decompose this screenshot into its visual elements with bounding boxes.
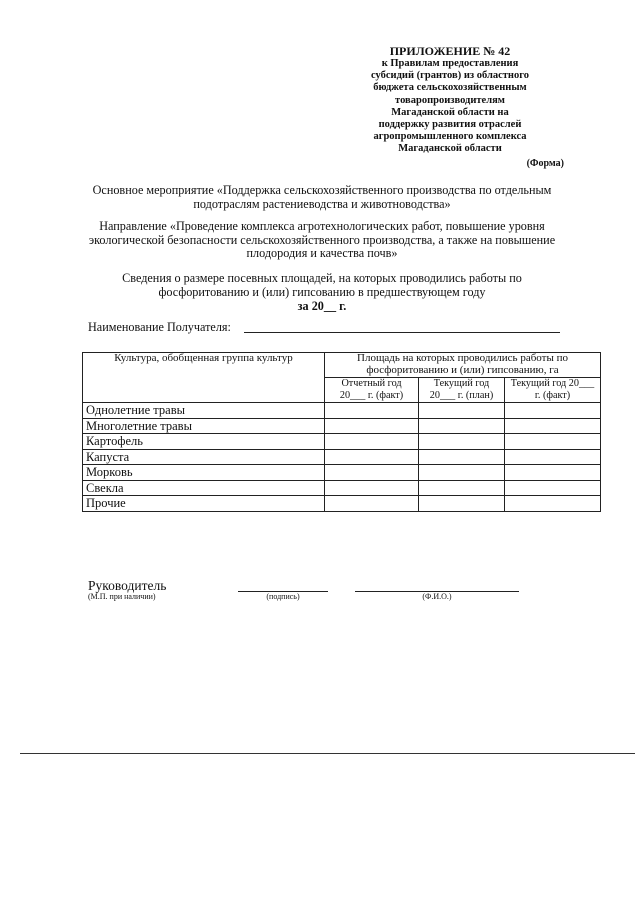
table-row [83,434,601,450]
table-cell[interactable] [325,449,419,465]
row-label: Картофель [83,434,325,450]
row-label: Многолетние травы [83,418,325,434]
table-cell[interactable] [419,480,505,496]
table-row [83,418,601,434]
table-row [83,480,601,496]
table-cell[interactable] [505,434,601,450]
appendix-line: агропромышленного комплекса [373,131,527,143]
table-cell[interactable] [325,480,419,496]
period-line: за 20__ г. [297,299,347,313]
info-paragraph: Сведения о размере посевных площадей, на которых проводились работы по фосфоритованию и (или) гипсованию в предшествующем году [122,271,522,299]
table-cell[interactable] [505,480,601,496]
row-label: Капуста [83,449,325,465]
row-label: Свекла [83,480,325,496]
table-cell[interactable] [419,449,505,465]
measure-paragraph: Основное мероприятие «Поддержка сельскохозяйственного производства по отдельным подотраслям растениеводства и животноводства» [92,183,552,211]
table-cell[interactable] [505,496,601,512]
appendix-line: к Правилам предоставления [381,58,519,69]
table-cell[interactable] [325,403,419,419]
table-cell[interactable] [505,403,601,419]
row-label: Прочие [83,496,325,512]
appendix-title: ПРИЛОЖЕНИЕ № 42 [389,44,511,58]
table-cell[interactable] [419,465,505,481]
table-cell[interactable] [419,496,505,512]
table-cell[interactable] [419,403,505,419]
table-cell[interactable] [505,449,601,465]
table-cell[interactable] [325,465,419,481]
signature-caption: (подпись) [266,592,300,601]
appendix-line: субсидий (грантов) из областного [371,70,529,82]
head-label: Руководитель [88,578,167,593]
table-cell[interactable] [419,434,505,450]
direction-paragraph: Направление «Проведение комплекса агротехнологических работ, повышение уровня экологической безопасности сельскохозяйственного производства, а также на повышение плодородия и качества почв» [88,219,556,260]
appendix-line: поддержку развития отраслей [378,119,522,131]
col-current-fact: Текущий год 20___ г. (факт) [505,378,601,403]
row-label: Морковь [83,465,325,481]
name-caption: (Ф.И.О.) [422,592,452,601]
table-cell[interactable] [505,418,601,434]
area-table [82,352,601,512]
stamp-note: (М.П. при наличии) [88,592,156,601]
table-row [83,465,601,481]
table-cell[interactable] [325,434,419,450]
table-row [83,403,601,419]
table-row [83,496,601,512]
col-culture-header: Культура, обобщенная группа культур [83,353,325,403]
recipient-label: Наименование Получателя: [88,320,231,334]
table-cell[interactable] [419,418,505,434]
bottom-divider [20,753,635,754]
recipient-input-line[interactable] [244,332,560,333]
appendix-line: бюджета сельскохозяйственным [373,82,527,94]
col-reported-year: Отчетный год 20___ г. (факт) [325,378,419,403]
col-current-plan: Текущий год 20___ г. (план) [419,378,505,403]
appendix-header [330,44,570,156]
row-label: Однолетние травы [83,403,325,419]
table-row [83,449,601,465]
table-cell[interactable] [505,465,601,481]
table-cell[interactable] [325,496,419,512]
appendix-line: Магаданской области [398,143,502,155]
col-area-header: Площадь на которых проводились работы по фосфоритованию и (или) гипсованию, га [325,353,601,378]
table-header-row [83,353,601,378]
appendix-line: товаропроизводителям [395,94,505,106]
form-label: (Форма) [526,158,564,169]
appendix-line: Магаданской области на [391,106,509,118]
table-cell[interactable] [325,418,419,434]
